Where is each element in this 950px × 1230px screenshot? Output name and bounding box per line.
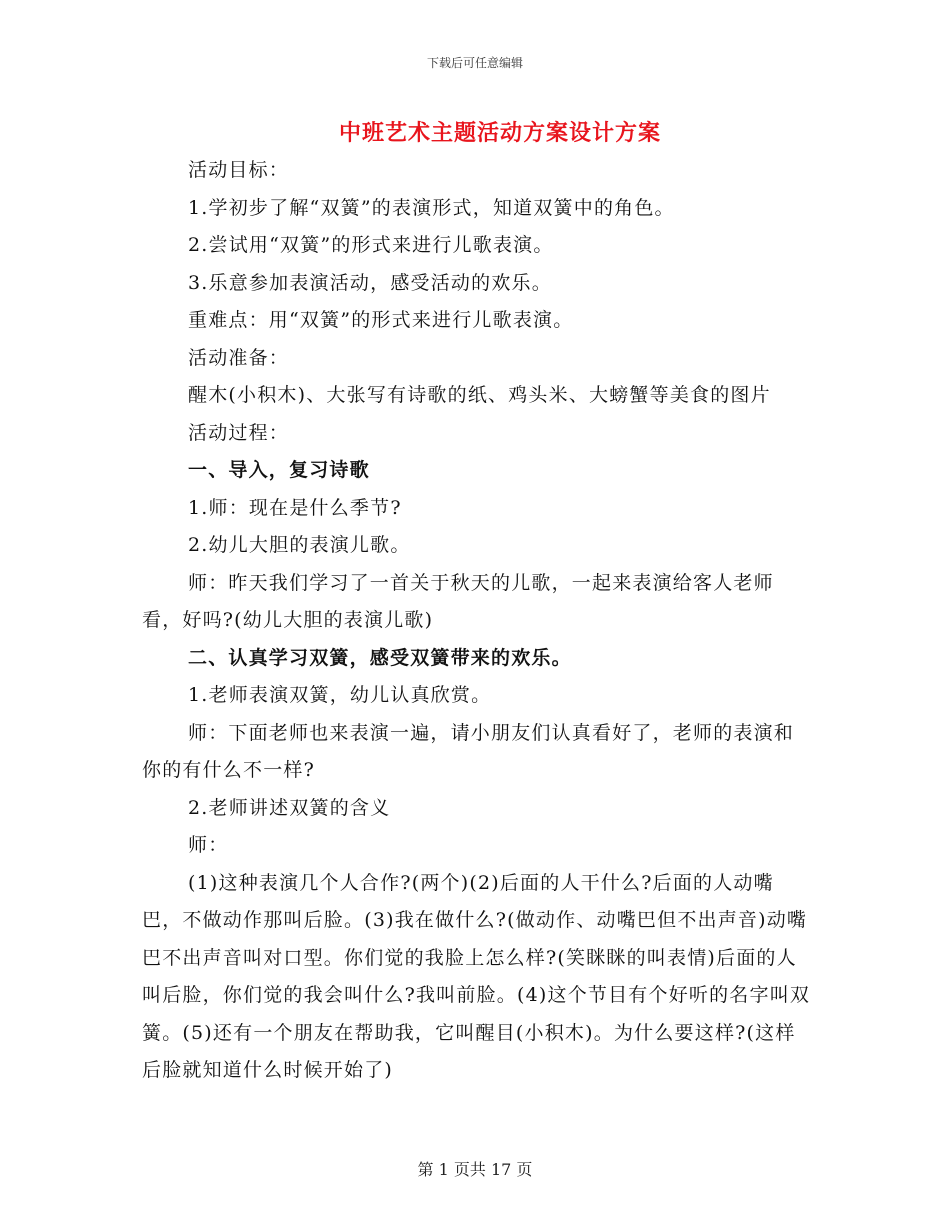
paragraph: 师：昨天我们学习了一首关于秋天的儿歌，一起来表演给客人老师看，好吗?(幼儿大胆的表演儿歌) [142,571,774,631]
paragraph: 2.老师讲述双簧的含义 [188,796,391,819]
paragraph: 1.师：现在是什么季节? [188,496,402,519]
paragraph: 1.学初步了解“双簧”的表演形式，知道双簧中的角色。 [188,196,675,219]
header-note: 下载后可任意编辑 [426,56,523,70]
section-heading: 二、认真学习双簧，感受双簧带来的欢乐。 [188,646,572,669]
paragraph: 师：下面老师也来表演一遍，请小朋友们认真看好了，老师的表演和你的有什么不一样? [142,721,795,781]
document-body [142,152,812,1090]
paragraph: 重难点：用“双簧”的形式来进行儿歌表演。 [188,309,574,331]
document-title: 中班艺术主题活动方案设计方案 [338,120,661,146]
section-heading: 一、导入，复习诗歌 [188,459,370,481]
page-number: 第 1 页共 17 页 [417,1160,533,1179]
paragraph: 师： [188,834,229,856]
paragraph: 2.尝试用“双簧”的形式来进行儿歌表演。 [188,234,554,256]
paragraph: 1.老师表演双簧，幼儿认真欣赏。 [188,684,492,706]
paragraph: 活动过程： [188,421,290,444]
paragraph: (1)这种表演几个人合作?(两个)(2)后面的人干什么?后面的人动嘴巴，不做动作那叫后脸。(3)我在做什么?(做动作、动嘴巴但不出声音)动嘴巴不出声音叫对口型。你们觉的我脸上怎么样?(笑眯眯的叫表情)后面的人叫后脸，你们觉的我会叫什么?我叫前脸。(4)这个节目有个好听的名字叫双簧。(5)还有一个朋友在帮助我，它叫醒目(小积木)。为什么要这样?(这样后脸就知道什么时候开始了) [142,871,811,1081]
paragraph: 醒木(小积木)、大张写有诗歌的纸、鸡头米、大螃蟹等美食的图片 [188,384,771,406]
paragraph: 活动目标： [188,159,290,181]
paragraph: 3.乐意参加表演活动，感受活动的欢乐。 [188,271,552,294]
paragraph: 2.幼儿大胆的表演儿歌。 [188,534,411,556]
paragraph: 活动准备： [188,346,290,369]
